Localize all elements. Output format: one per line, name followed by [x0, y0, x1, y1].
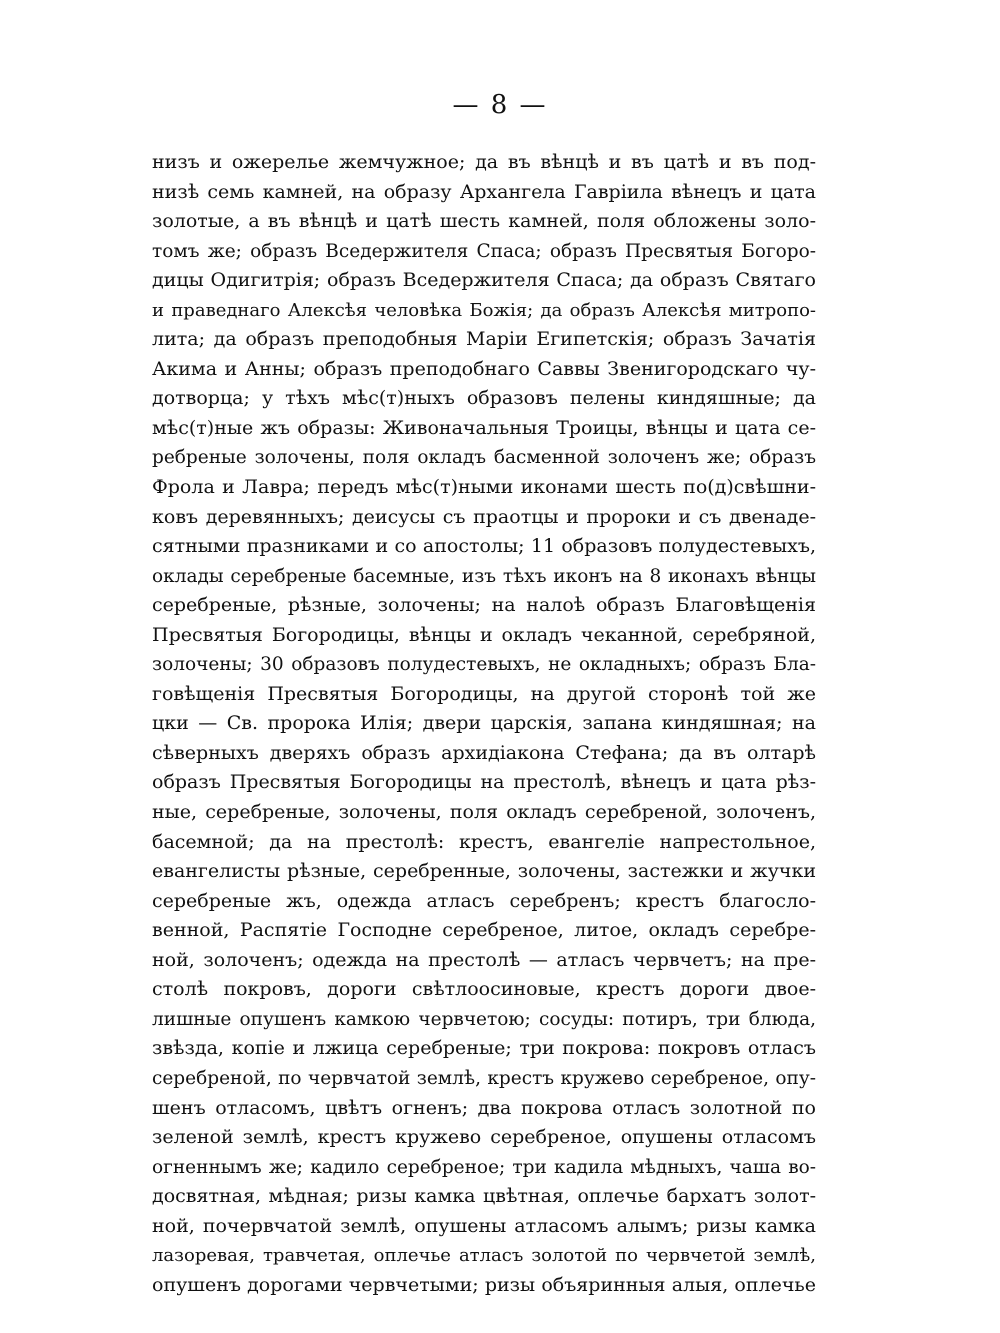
text-line: ребреные золочены, поля окладъ басменной золоченъ же; образъ [152, 447, 816, 469]
text-line: Акима и Анны; образъ преподобнаго Саввы Звенигородскаго чу- [152, 357, 816, 380]
text-line: столѣ покровъ, дороги свѣтлоосиновые, крестъ дороги двое- [152, 978, 816, 1001]
text-line: говѣщенія Пресвятыя Богородицы, на другой сторонѣ той же [152, 682, 816, 705]
text-line: звѣзда, копіе и лжица серебреные; три покрова: покровъ отласъ [152, 1037, 816, 1060]
text-line: сѣверныхъ дверяхъ образъ архидіакона Стефана; да въ олтарѣ [152, 741, 816, 764]
text-line: ной, золоченъ; одежда на престолѣ — атласъ червчетъ; на пре- [152, 948, 816, 971]
text-line: серебреные жъ, одежда атласъ серебренъ; крестъ благосло- [152, 889, 816, 912]
text-line: опушенъ дорогами червчетыми; ризы объяринныя алыя, оплечье [152, 1273, 816, 1296]
text-line: золотые, а въ вѣнцѣ и цатѣ шесть камней, поля обложены золо- [152, 210, 816, 233]
page-number: — 8 — [452, 90, 548, 120]
body-text [152, 148, 816, 1300]
text-line: образъ Пресвятыя Богородицы на престолѣ, вѣнецъ и цата рѣз- [152, 771, 816, 794]
text-line: и праведнаго Алексѣя человѣка Божія; да образъ Алексѣя митропо- [152, 299, 816, 321]
text-line: досвятная, мѣдная; ризы камка цвѣтная, оплечье бархатъ золот- [152, 1185, 816, 1208]
text-line: Пресвятыя Богородицы, вѣнцы и окладъ чеканной, серебряной, [152, 623, 816, 646]
text-line: мѣс(т)ные жъ образы: Живоначальныя Троицы, вѣнцы и цата се- [152, 416, 816, 439]
text-line: серебреные, рѣзные, золочены; на налоѣ образъ Благовѣщенія [152, 594, 816, 617]
text-line: ные, серебреные, золочены, поля окладъ серебреной, золоченъ, [152, 801, 816, 824]
text-line: Фрола и Лавра; передъ мѣс(т)ными иконами шесть по(д)свѣшни- [152, 476, 816, 499]
text-line: цки — Св. пророка Илія; двери царскія, запана киндяшная; на [152, 712, 816, 735]
text-line: басемной; да на престолѣ: крестъ, евангеліе напрестольное, [152, 830, 816, 853]
text-line: дицы Одигитрія; образъ Вседержителя Спаса; да образъ Святаго [152, 269, 816, 292]
text-line: низѣ семь камней, на образу Архангела Гавріила вѣнецъ и цата [152, 180, 816, 203]
text-line: томъ же; образъ Вседержителя Спаса; образъ Пресвятыя Богоро- [152, 240, 816, 262]
text-line: шенъ отласомъ, цвѣтъ огненъ; два покрова отласъ золотной по [152, 1096, 816, 1119]
text-line: лишные опушенъ камкою червчетою; сосуды: потиръ, три блюда, [152, 1008, 816, 1030]
text-line: венной, Распятіе Господне серебреное, литое, окладъ серебре- [152, 919, 816, 942]
text-line: оклады серебреные басемные, изъ тѣхъ иконъ на 8 иконахъ вѣнцы [152, 565, 816, 587]
text-line: ковъ деревянныхъ; деисусы съ праотцы и пророки и съ двенаде- [152, 505, 816, 528]
text-line: серебреной, по червчатой землѣ, крестъ кружево серебреное, опу- [152, 1067, 816, 1089]
text-line: евангелисты рѣзные, серебренные, золочены, застежки и жучки [152, 860, 816, 883]
text-line: сятными празниками и со апостолы; 11 образовъ полудестевыхъ, [152, 535, 816, 558]
text-line: низъ и ожерелье жемчужное; да въ вѣнцѣ и въ цатѣ и въ под- [152, 151, 816, 173]
text-line: золочены; 30 образовъ полудестевыхъ, не окладныхъ; образъ Бла- [152, 654, 816, 676]
text-line: лита; да образъ преподобныя Маріи Египетскія; образъ Зачатія [152, 328, 816, 351]
text-line: ной, почервчатой землѣ, опушены атласомъ алымъ; ризы камка [152, 1214, 816, 1237]
text-line: дотворца; у тѣхъ мѣс(т)ныхъ образовъ пелены киндяшные; да [152, 387, 816, 410]
text-line: лазоревая, травчетая, оплечье атласъ золотой по червчетой землѣ, [152, 1245, 816, 1267]
text-line: огненнымъ же; кадило серебреное; три кадила мѣдныхъ, чаша во- [152, 1156, 816, 1178]
text-line: зеленой землѣ, крестъ кружево серебреное, опушены отласомъ [152, 1126, 816, 1149]
